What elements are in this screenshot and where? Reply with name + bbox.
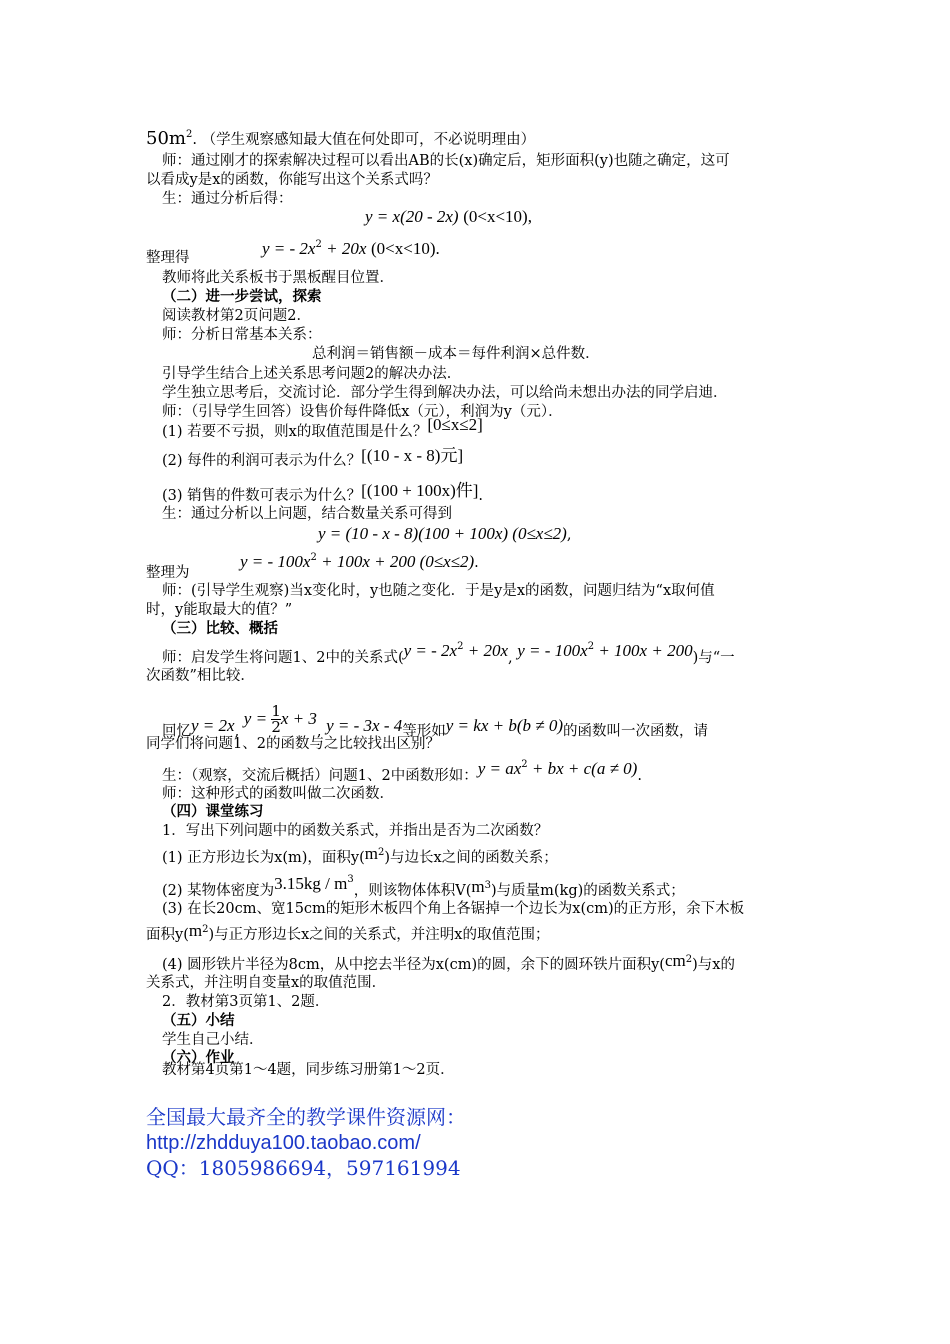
- line-13: 学生独立思考后，交流讨论．部分学生得到解决办法，可以给尚未想出办法的同学启迪．: [162, 385, 728, 401]
- line-21: 师：(引导学生观察)当x变化时，y也随之变化．于是y是x的函数，问题归结为“x取何值: [162, 583, 715, 599]
- heading-3: （三）比较、概括: [162, 620, 278, 637]
- comma: ,: [234, 723, 240, 740]
- density-unit: 3.15kg / m: [274, 874, 348, 893]
- text: 生：（观察，交流后概括）问题1、2中函数形如：: [162, 768, 478, 784]
- formula-linear-1: y = 2x: [191, 715, 235, 735]
- unit-50m: 50m: [146, 128, 186, 149]
- heading-4: （四）课堂练习: [162, 803, 264, 820]
- sup: 3: [484, 880, 491, 891]
- text-tail: )与x的: [692, 957, 735, 973]
- sup: 2: [587, 641, 595, 652]
- domain: (0<x<10),: [463, 207, 532, 226]
- ad-title: 全国最大最齐全的教学课件资源网：: [146, 1105, 466, 1129]
- answer: [(100 + 100x)件]: [361, 481, 479, 500]
- period: .: [474, 555, 479, 571]
- unit: cm: [664, 951, 686, 970]
- comma: ,: [566, 527, 572, 543]
- line-38: 学生自己小结．: [162, 1032, 264, 1048]
- ad-contact: QQ：1805986694，597161994: [146, 1156, 461, 1180]
- line-6-label: 整理得: [146, 250, 190, 266]
- formula: y = - 100x: [240, 552, 311, 571]
- equation-4: [240, 553, 479, 572]
- text: ，则该物体体积V(: [353, 883, 472, 899]
- question-2: [162, 446, 464, 470]
- period: .: [637, 768, 642, 784]
- fraction: [271, 704, 281, 735]
- sup: 2: [185, 129, 193, 140]
- comma: ,: [316, 723, 322, 740]
- formula: y = (10 - x - 8)(100 + 100x) (0≤x≤2): [318, 524, 567, 543]
- sup: 2: [377, 847, 385, 858]
- line-11: 总利润＝销售额－成本＝每件利润×总件数．: [312, 346, 600, 362]
- line-20-label: 整理为: [146, 565, 190, 581]
- sup: 2: [685, 954, 693, 965]
- line-7: 教师将此关系板书于黑板醒目位置．: [162, 270, 394, 286]
- line-1: [146, 130, 535, 149]
- question-text: (3) 销售的件数可表示为什么？: [162, 488, 362, 504]
- formula-tail: + 20x: [321, 239, 367, 258]
- line-4: 生：通过分析后得：: [162, 191, 293, 207]
- text-tail: )与正方形边长x之间的关系式，并注明x的取值范围；: [208, 927, 550, 943]
- formula: y = x(20 - 2x): [365, 207, 459, 226]
- formula-b: y = - 100x: [517, 641, 588, 660]
- line-22: 时，y能取最大的值？”: [146, 602, 293, 618]
- period: .: [478, 488, 483, 504]
- question-text: (2) 每件的利润可表示为什么？: [162, 453, 362, 469]
- formula-quadratic: y = ax: [477, 759, 522, 778]
- text-tail: 的函数叫一次函数，请: [562, 723, 708, 740]
- line-40: 教材第4页第1～4题，同步练习册第1～2页．: [162, 1062, 455, 1078]
- domain: (0<x<10).: [371, 239, 440, 258]
- formula-tail: + 100x + 200 (0≤x≤2): [316, 552, 475, 571]
- formula: y = - 2x: [262, 239, 316, 258]
- line-2: 师：通过刚才的探索解决过程可以看出AB的长(x)确定后，矩形面积(y)也随之确定，这可: [162, 153, 730, 169]
- answer: [0≤x≤2]: [427, 415, 483, 434]
- comma: ,: [508, 650, 513, 666]
- text: (4) 圆形铁片半径为8cm，从中挖去半径为x(cm)的圆，余下的圆环铁片面积y(: [162, 957, 665, 973]
- formula-a-tail: + 20x: [463, 641, 508, 660]
- line-36: 2．教材第3页第1、2题．: [162, 994, 330, 1010]
- problem-3-cont: [146, 921, 550, 944]
- line-10: 师：分析日常基本关系：: [162, 327, 322, 343]
- line-25: 次函数”相比较．: [146, 668, 255, 684]
- heading-6: （六）作业: [162, 1049, 235, 1066]
- sup: 2: [202, 924, 209, 935]
- line-31: 1．写出下列问题中的函数关系式，并指出是否为二次函数？: [162, 823, 549, 839]
- formula-b-tail: + 100x + 200: [594, 641, 693, 660]
- formula-quadratic-tail: + bx + c(a ≠ 0): [527, 759, 638, 778]
- text: 等形如: [402, 723, 446, 740]
- line-27: 同学们将问题1、2的函数与之比较找出区别？: [146, 736, 440, 752]
- sup: 2: [457, 641, 464, 652]
- problem-1: [162, 844, 558, 867]
- text-tail: )与边长x之间的函数关系；: [384, 850, 558, 866]
- problem-4: [162, 951, 735, 974]
- text: 面积y(: [146, 927, 189, 943]
- equation-2: [262, 240, 440, 259]
- unit: m: [364, 844, 378, 863]
- question-text: (1) 若要不亏损，则x的取值范围是什么？: [162, 424, 428, 440]
- heading-5: （五）小结: [162, 1012, 235, 1029]
- formula-linear-2-tail: x + 3: [280, 708, 317, 728]
- sup: 2: [315, 239, 322, 250]
- answer: [(10 - x - 8)元]: [361, 446, 464, 465]
- sup: 2: [310, 552, 317, 563]
- line-29: 师：这种形式的函数叫做二次函数．: [162, 786, 394, 802]
- text: (2) 某物体密度为: [162, 883, 275, 899]
- text: 师：启发学生将问题1、2中的关系式(: [162, 650, 404, 666]
- formula-linear-general: y = kx + b(b ≠ 0): [445, 715, 563, 735]
- sup: 2: [521, 759, 528, 770]
- heading-2: （二）进一步尝试，探索: [162, 288, 322, 305]
- formula-linear-3: y = - 3x - 4: [326, 715, 403, 735]
- ad-link[interactable]: http://zhdduya100.taobao.com/: [146, 1132, 421, 1154]
- formula-linear-2: y =: [243, 708, 272, 728]
- line-24: [162, 641, 735, 667]
- problem-4-cont: 关系式，并注明自变量x的取值范围．: [146, 975, 387, 991]
- unit: m: [188, 921, 203, 940]
- equation-1: [365, 208, 532, 227]
- problem-2: [162, 874, 685, 900]
- text: (1) 正方形边长为x(m)，面积y(: [162, 850, 365, 866]
- text: . （学生观察感知最大值在何处即可，不必说明理由）: [192, 132, 536, 148]
- denominator: 2: [271, 718, 281, 736]
- line-12: 引导学生结合上述关系思考问题2的解决办法．: [162, 366, 462, 382]
- line-9: 阅读教材第2页问题2．: [162, 308, 311, 324]
- line-28: [162, 759, 642, 785]
- problem-3: (3) 在长20cm、宽15cm的矩形木板四个角上各锯掉一个边长为x(cm)的正方形，余下木板: [162, 901, 745, 917]
- question-1: [162, 415, 483, 441]
- line-3: 以看成y是x的函数，你能写出这个关系式吗？: [146, 172, 438, 188]
- text-tail: )与质量m(kg)的函数关系式；: [490, 883, 685, 899]
- numerator: 1: [271, 702, 281, 720]
- question-3: [162, 481, 483, 505]
- text-tail: )与“一: [692, 650, 735, 666]
- sup: 3: [347, 874, 354, 885]
- text: 回忆: [162, 723, 191, 740]
- formula-a: y = - 2x: [403, 641, 458, 660]
- line-18: 生：通过分析以上问题，结合数量关系可得到: [162, 506, 452, 522]
- equation-3: [318, 525, 571, 544]
- line-14: 师：（引导学生回答）设售价每件降低x（元），利润为y（元）．: [162, 404, 563, 420]
- unit: m: [471, 877, 485, 896]
